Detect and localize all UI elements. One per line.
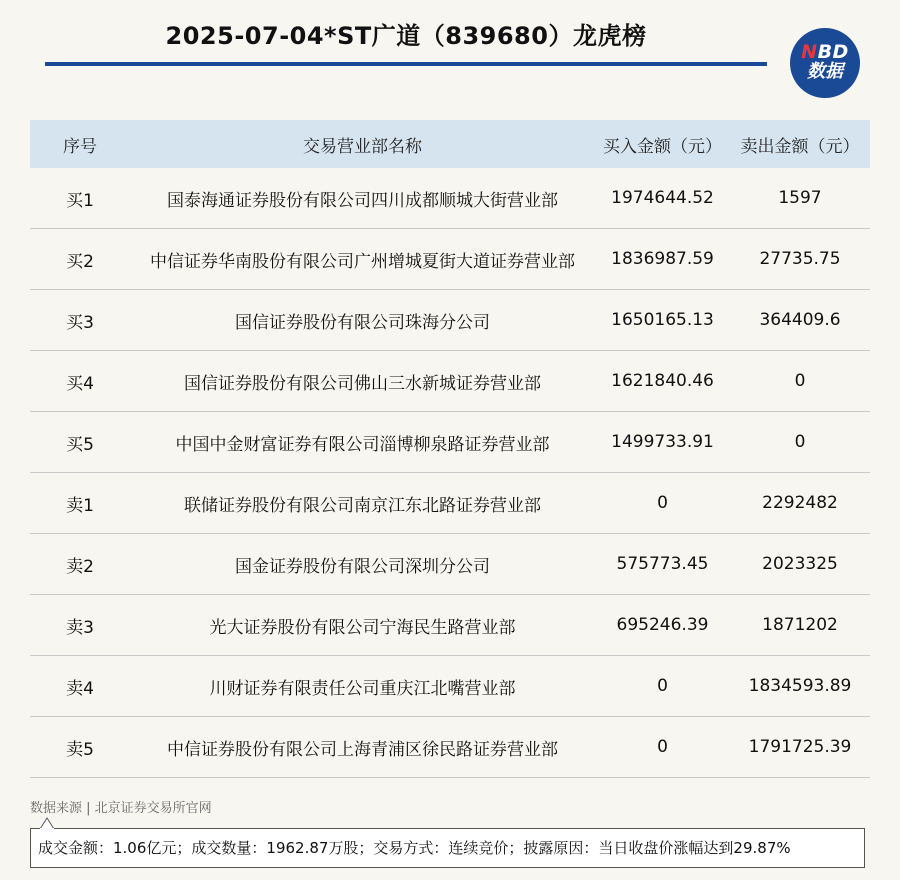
column-header-sell-amount: 卖出金额（元） [730,120,870,168]
row-rank: 买3 [30,290,130,351]
row-sell-amount: 0 [730,412,870,473]
row-rank: 买2 [30,229,130,290]
row-rank: 卖3 [30,595,130,656]
row-branch: 川财证券有限责任公司重庆江北嘴营业部 [130,656,595,717]
row-sell-amount: 0 [730,351,870,412]
row-branch: 联储证券股份有限公司南京江东北路证券营业部 [130,473,595,534]
row-buy-amount: 1621840.46 [595,351,730,412]
row-sell-amount: 1871202 [730,595,870,656]
row-rank: 买1 [30,168,130,229]
nbd-logo [790,28,860,98]
row-buy-amount: 0 [595,656,730,717]
row-branch: 国信证券股份有限公司佛山三水新城证券营业部 [130,351,595,412]
header [45,18,767,66]
row-buy-amount: 0 [595,717,730,778]
row-sell-amount: 2292482 [730,473,870,534]
table-row [30,717,870,778]
row-sell-amount: 1597 [730,168,870,229]
logo-bd: BD [817,41,849,63]
table-row [30,229,870,290]
table-row [30,656,870,717]
title-underline [45,62,767,66]
row-branch: 国金证券股份有限公司深圳分公司 [130,534,595,595]
table-row [30,168,870,229]
row-rank: 买5 [30,412,130,473]
logo-n: N [801,41,818,63]
column-header-branch: 交易营业部名称 [130,120,595,168]
row-buy-amount: 0 [595,473,730,534]
row-buy-amount: 1974644.52 [595,168,730,229]
row-buy-amount: 1650165.13 [595,290,730,351]
table-row [30,534,870,595]
trade-summary-box: 成交金额：1.06亿元；成交数量：1962.87万股；交易方式：连续竞价；披露原因：当日收盘价涨幅达到29.87% [30,828,865,868]
callout-pointer-icon [40,817,54,829]
row-branch: 光大证券股份有限公司宁海民生路营业部 [130,595,595,656]
table-row [30,412,870,473]
row-branch: 国信证券股份有限公司珠海分公司 [130,290,595,351]
row-buy-amount: 1836987.59 [595,229,730,290]
row-sell-amount: 27735.75 [730,229,870,290]
logo-line-1 [790,42,860,62]
dragon-tiger-table [30,120,870,778]
table-row [30,290,870,351]
column-header-buy-amount: 买入金额（元） [595,120,730,168]
row-branch: 中信证券华南股份有限公司广州增城夏街大道证券营业部 [130,229,595,290]
table-row [30,351,870,412]
table-row [30,473,870,534]
row-branch: 中信证券股份有限公司上海青浦区徐民路证券营业部 [130,717,595,778]
row-buy-amount: 1499733.91 [595,412,730,473]
table-header-row [30,120,870,168]
row-buy-amount: 695246.39 [595,595,730,656]
page-title: 2025-07-04*ST广道（839680）龙虎榜 [165,22,647,50]
row-branch: 国泰海通证券股份有限公司四川成都顺城大街营业部 [130,168,595,229]
logo-line-2: 数据 [807,61,843,82]
row-rank: 卖2 [30,534,130,595]
row-rank: 卖5 [30,717,130,778]
row-sell-amount: 2023325 [730,534,870,595]
row-sell-amount: 1834593.89 [730,656,870,717]
table-row [30,595,870,656]
row-buy-amount: 575773.45 [595,534,730,595]
row-rank: 卖1 [30,473,130,534]
row-rank: 卖4 [30,656,130,717]
row-sell-amount: 1791725.39 [730,717,870,778]
column-header-rank: 序号 [30,120,130,168]
row-branch: 中国中金财富证券有限公司淄博柳泉路证券营业部 [130,412,595,473]
data-source: 数据来源 | 北京证券交易所官网 [30,801,212,816]
row-sell-amount: 364409.6 [730,290,870,351]
row-rank: 买4 [30,351,130,412]
